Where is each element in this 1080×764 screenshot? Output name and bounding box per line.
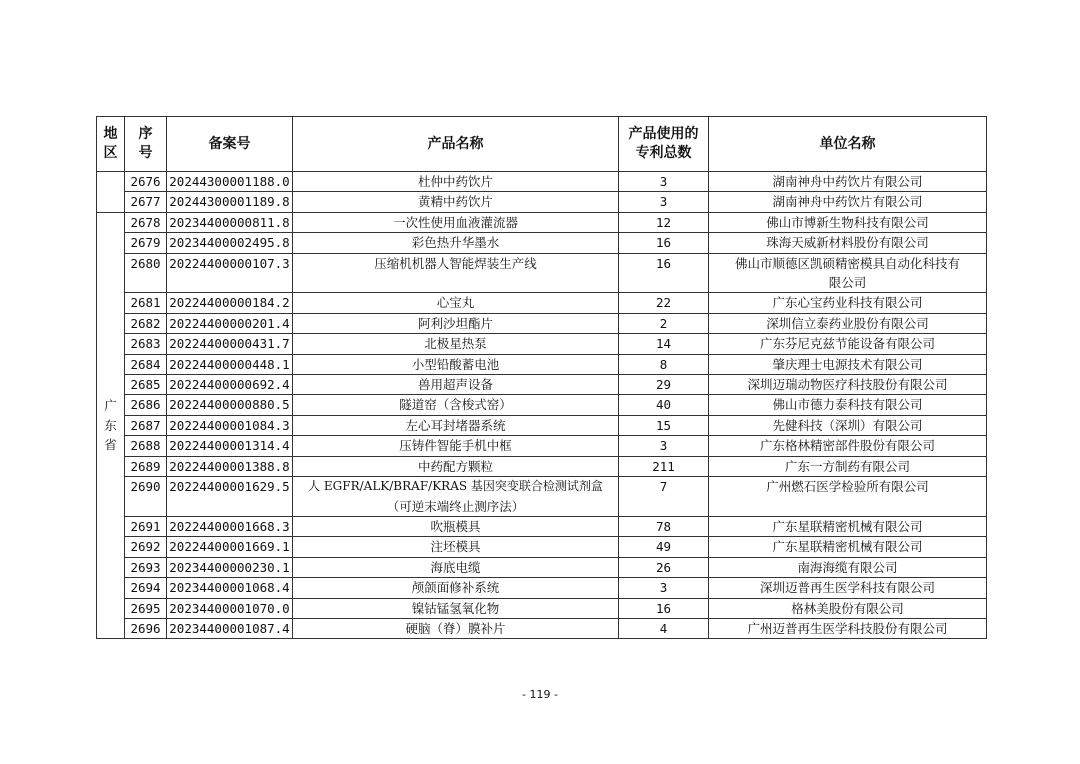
record-cell: 20224400000431.7 — [167, 334, 293, 354]
record-cell: 20224400001084.3 — [167, 415, 293, 435]
header-company-name: 单位名称 — [709, 117, 987, 172]
table-row — [97, 557, 987, 577]
table-row — [97, 436, 987, 456]
product-cell: 吹瓶模具 — [293, 516, 619, 536]
seq-cell: 2696 — [125, 618, 167, 638]
product-cell: 小型铅酸蓄电池 — [293, 354, 619, 374]
page-number: - 119 - — [522, 688, 558, 701]
record-cell: 20224400000880.5 — [167, 395, 293, 415]
record-cell: 20234400000811.8 — [167, 212, 293, 232]
patents-cell: 15 — [619, 415, 709, 435]
table-row — [97, 598, 987, 618]
company-cell: 先健科技（深圳）有限公司 — [709, 415, 987, 435]
record-cell: 20224400000184.2 — [167, 293, 293, 313]
header-record-number: 备案号 — [167, 117, 293, 172]
product-cell: 一次性使用血液灌流器 — [293, 212, 619, 232]
seq-cell: 2680 — [125, 253, 167, 293]
patents-cell: 3 — [619, 172, 709, 192]
product-cell: 心宝丸 — [293, 293, 619, 313]
company-cell: 深圳信立泰药业股份有限公司 — [709, 313, 987, 333]
product-cell: 海底电缆 — [293, 557, 619, 577]
seq-cell: 2695 — [125, 598, 167, 618]
patents-cell: 14 — [619, 334, 709, 354]
seq-cell: 2688 — [125, 436, 167, 456]
table-row — [97, 253, 987, 293]
company-cell: 深圳迈瑞动物医疗科技股份有限公司 — [709, 375, 987, 395]
record-cell: 20244300001189.8 — [167, 192, 293, 212]
patents-cell: 7 — [619, 477, 709, 517]
company-cell: 广东星联精密机械有限公司 — [709, 516, 987, 536]
patents-cell: 8 — [619, 354, 709, 374]
seq-cell: 2690 — [125, 477, 167, 517]
product-cell: 彩色热升华墨水 — [293, 233, 619, 253]
patents-cell: 78 — [619, 516, 709, 536]
table-row — [97, 212, 987, 232]
patents-cell: 16 — [619, 233, 709, 253]
seq-cell: 2679 — [125, 233, 167, 253]
company-cell: 佛山市顺德区凯硕精密模具自动化科技有 限公司 — [709, 253, 987, 293]
seq-cell: 2694 — [125, 578, 167, 598]
header-seq: 序 号 — [125, 117, 167, 172]
product-cell: 硬脑（脊）膜补片 — [293, 618, 619, 638]
table-row — [97, 354, 987, 374]
patents-cell: 3 — [619, 192, 709, 212]
patents-cell: 3 — [619, 578, 709, 598]
product-cell: 黄精中药饮片 — [293, 192, 619, 212]
table-row — [97, 172, 987, 192]
record-cell: 20234400001087.4 — [167, 618, 293, 638]
product-cell: 左心耳封堵器系统 — [293, 415, 619, 435]
table-row — [97, 618, 987, 638]
header-product-name: 产品名称 — [293, 117, 619, 172]
table-row — [97, 456, 987, 476]
company-cell: 深圳迈普再生医学科技有限公司 — [709, 578, 987, 598]
record-cell: 20234400002495.8 — [167, 233, 293, 253]
record-cell: 20224400000692.4 — [167, 375, 293, 395]
patents-cell: 3 — [619, 436, 709, 456]
table-header-row — [97, 117, 987, 172]
table-row — [97, 578, 987, 598]
record-cell: 20224400001314.4 — [167, 436, 293, 456]
product-cell: 隧道窑（含梭式窑） — [293, 395, 619, 415]
seq-cell: 2681 — [125, 293, 167, 313]
company-cell: 湖南神舟中药饮片有限公司 — [709, 172, 987, 192]
patents-cell: 49 — [619, 537, 709, 557]
seq-cell: 2684 — [125, 354, 167, 374]
patents-cell: 4 — [619, 618, 709, 638]
record-cell: 20224400000448.1 — [167, 354, 293, 374]
seq-cell: 2676 — [125, 172, 167, 192]
patent-product-table — [96, 116, 987, 639]
product-cell: 颅颌面修补系统 — [293, 578, 619, 598]
seq-cell: 2677 — [125, 192, 167, 212]
company-cell: 格林美股份有限公司 — [709, 598, 987, 618]
record-cell: 20224400000107.3 — [167, 253, 293, 293]
company-cell: 广东芬尼克兹节能设备有限公司 — [709, 334, 987, 354]
table-row — [97, 477, 987, 517]
table-row — [97, 233, 987, 253]
record-cell: 20224400001388.8 — [167, 456, 293, 476]
record-cell: 20244300001188.0 — [167, 172, 293, 192]
product-cell: 镍钴锰氢氧化物 — [293, 598, 619, 618]
record-cell: 20234400001068.4 — [167, 578, 293, 598]
table-row — [97, 395, 987, 415]
company-cell: 佛山市德力泰科技有限公司 — [709, 395, 987, 415]
seq-cell: 2686 — [125, 395, 167, 415]
company-cell: 广州燃石医学检验所有限公司 — [709, 477, 987, 517]
company-cell: 广东格林精密部件股份有限公司 — [709, 436, 987, 456]
patents-cell: 211 — [619, 456, 709, 476]
patents-cell: 26 — [619, 557, 709, 577]
patents-cell: 16 — [619, 253, 709, 293]
company-cell: 广东一方制药有限公司 — [709, 456, 987, 476]
record-cell: 20224400001669.1 — [167, 537, 293, 557]
product-cell: 注坯模具 — [293, 537, 619, 557]
company-cell: 湖南神舟中药饮片有限公司 — [709, 192, 987, 212]
record-cell: 20224400001668.3 — [167, 516, 293, 536]
region-cell-hunan-continued — [97, 172, 125, 213]
product-cell: 中药配方颗粒 — [293, 456, 619, 476]
company-cell: 广东星联精密机械有限公司 — [709, 537, 987, 557]
company-cell: 南海海缆有限公司 — [709, 557, 987, 577]
patents-cell: 40 — [619, 395, 709, 415]
company-cell: 肇庆理士电源技术有限公司 — [709, 354, 987, 374]
seq-cell: 2682 — [125, 313, 167, 333]
product-cell: 人 EGFR/ALK/BRAF/KRAS 基因突变联合检测试剂盒 （可逆末端终止测序法） — [293, 477, 619, 517]
table-row — [97, 334, 987, 354]
table-row — [97, 293, 987, 313]
seq-cell: 2685 — [125, 375, 167, 395]
product-cell: 阿利沙坦酯片 — [293, 313, 619, 333]
table-row — [97, 375, 987, 395]
record-cell: 20224400001629.5 — [167, 477, 293, 517]
patents-cell: 29 — [619, 375, 709, 395]
table-row — [97, 192, 987, 212]
seq-cell: 2683 — [125, 334, 167, 354]
patents-cell: 22 — [619, 293, 709, 313]
seq-cell: 2687 — [125, 415, 167, 435]
patents-cell: 2 — [619, 313, 709, 333]
company-cell: 广州迈普再生医学科技股份有限公司 — [709, 618, 987, 638]
region-cell-guangdong: 广 东 省 — [97, 212, 125, 639]
record-cell: 20234400001070.0 — [167, 598, 293, 618]
header-region: 地 区 — [97, 117, 125, 172]
seq-cell: 2678 — [125, 212, 167, 232]
company-cell: 珠海天威新材料股份有限公司 — [709, 233, 987, 253]
header-patent-count: 产品使用的 专利总数 — [619, 117, 709, 172]
product-cell: 北极星热泵 — [293, 334, 619, 354]
product-cell: 压缩机机器人智能焊装生产线 — [293, 253, 619, 293]
seq-cell: 2693 — [125, 557, 167, 577]
product-cell: 兽用超声设备 — [293, 375, 619, 395]
product-cell: 杜仲中药饮片 — [293, 172, 619, 192]
company-cell: 广东心宝药业科技有限公司 — [709, 293, 987, 313]
table-row — [97, 313, 987, 333]
company-cell: 佛山市博新生物科技有限公司 — [709, 212, 987, 232]
record-cell: 20224400000201.4 — [167, 313, 293, 333]
product-cell: 压铸件智能手机中框 — [293, 436, 619, 456]
seq-cell: 2692 — [125, 537, 167, 557]
seq-cell: 2689 — [125, 456, 167, 476]
table-row — [97, 516, 987, 536]
table-row — [97, 415, 987, 435]
seq-cell: 2691 — [125, 516, 167, 536]
patents-cell: 16 — [619, 598, 709, 618]
patents-cell: 12 — [619, 212, 709, 232]
table-row — [97, 537, 987, 557]
record-cell: 20234400000230.1 — [167, 557, 293, 577]
